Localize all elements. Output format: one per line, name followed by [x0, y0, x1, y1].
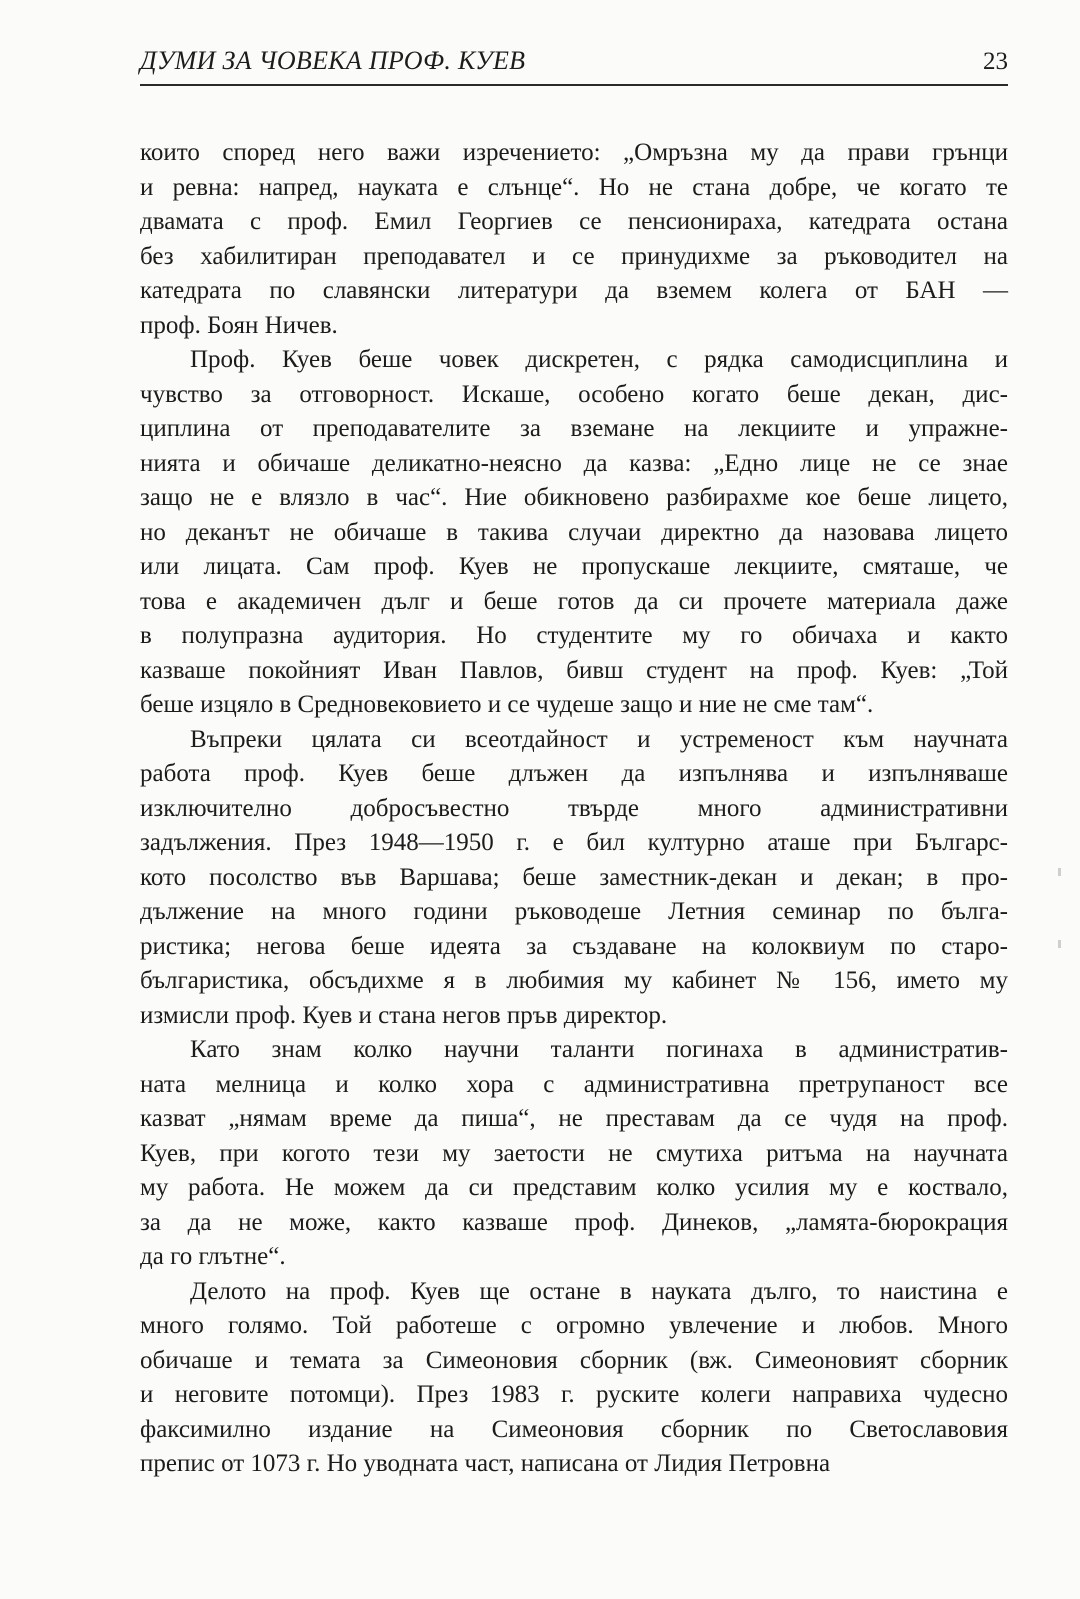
text-line: казваше покойният Иван Павлов, бивш студент на проф. Куев: „Той	[140, 656, 1008, 684]
text-line: но деканът не обичаше в такива случаи директно да назовава лицето	[140, 518, 1008, 546]
paragraph	[140, 136, 1008, 343]
text-line: това е академичен дълг и беше готов да си прочете материала даже	[140, 587, 1008, 615]
text-line: обичаше и темата за Симеоновия сборник (вж. Симеоновият сборник	[140, 1346, 1008, 1374]
text-line: задължения. През 1948—1950 г. е бил културно аташе при Българс-	[140, 829, 1008, 856]
text-line: двамата с проф. Емил Георгиев се пенсионираха, катедрата остана	[140, 208, 1008, 235]
text-line: казват „нямам време да пиша“, не преставам да се чудя на проф.	[140, 1105, 1008, 1132]
paragraph	[140, 1275, 1008, 1482]
text-line: Куев, при когото тези му заетости не смутиха ритъма на научната	[140, 1139, 1008, 1167]
text-line: които според него важи изречението: „Омръзна му да прави грънци	[140, 139, 1008, 166]
text-line: ната мелница и колко хора с административна претрупаност все	[140, 1070, 1008, 1098]
text-line: му работа. Не можем да си представим колко усилия му е коствало,	[140, 1174, 1008, 1201]
text-line: препис от 1073 г. Но уводната част, написана от Лидия Петровна	[140, 1450, 831, 1477]
text-line: и неговите потомци). През 1983 г. руските колеги направиха чудесно	[140, 1381, 1008, 1408]
text-line: защо не е влязло в час“. Ние обикновено разбирахме кое беше лицето,	[140, 484, 1008, 511]
text-line: или лицата. Сам проф. Куев не пропускаше лекциите, смяташе, че	[140, 553, 1008, 580]
text-line: без хабилитиран преподавател и се принудихме за ръководител на	[140, 242, 1008, 270]
paragraph	[140, 1033, 1008, 1275]
text-line: кото посолство във Варшава; беше заместник-декан и декан; в про-	[140, 863, 1008, 891]
text-line: циплина от преподавателите за вземане на лекциите и упражне-	[140, 415, 1008, 442]
text-line: проф. Боян Ничев.	[140, 311, 338, 339]
page-edge-mark	[1058, 868, 1061, 876]
page-number: 23	[983, 48, 1008, 75]
text-line: Делото на проф. Куев ще остане в науката дълго, то наистина е	[190, 1277, 1008, 1305]
text-line: в полупразна аудитория. Но студентите му го обичаха и както	[140, 622, 1008, 649]
text-line: измисли проф. Куев и стана негов пръв директор.	[140, 1001, 668, 1029]
text-line: чувство за отговорност. Искаше, особено когато беше декан, дис-	[140, 380, 1008, 408]
text-line: ристика; негова беше идеята за създаване на колоквиум по старо-	[140, 932, 1008, 960]
text-line: работа проф. Куев беше длъжен да изпълнява и изпълняваше	[140, 760, 1008, 787]
page-edge-mark	[1058, 940, 1061, 948]
running-head	[140, 44, 1008, 86]
paragraph	[140, 343, 1008, 723]
text-line: катедрата по славянски литератури да вземем колега от БАН —	[140, 277, 1008, 304]
text-line: дължение на много години ръководеше Летния семинар по бълга-	[140, 898, 1008, 925]
text-line: и ревна: напред, науката е слънце“. Но не стана добре, че когато те	[140, 173, 1008, 201]
body-text	[140, 136, 1008, 1482]
text-line: много голямо. Той работеше с огромно увлечение и любов. Много	[140, 1312, 1008, 1339]
text-line: нията и обичаше деликатно-неясно да казва: „Едно лице не се знае	[140, 449, 1008, 477]
text-line: за да не може, както казваше проф. Динеков, „ламята-бюрокрация	[140, 1208, 1008, 1236]
text-line: беше изцяло в Средновековието и се чудеше защо и ние не сме там“.	[140, 691, 874, 718]
text-line: Проф. Куев беше човек дискретен, с рядка самодисциплина и	[190, 346, 1008, 373]
running-title: ДУМИ ЗА ЧОВЕКА ПРОФ. КУЕВ	[140, 46, 526, 75]
paragraph	[140, 723, 1008, 1034]
text-line: изключително добросъвестно твърде много административни	[140, 794, 1008, 822]
text-line: да го глътне“.	[140, 1243, 286, 1270]
text-line: факсимилно издание на Симеоновия сборник по Светославовия	[140, 1415, 1008, 1443]
text-line: Въпреки цялата си всеотдайност и устременост към научната	[190, 725, 1008, 753]
text-line: Като знам колко научни таланти погинаха в административ-	[190, 1036, 1008, 1063]
text-line: българистика, обсъдихме я в любимия му кабинет № 156, името му	[140, 967, 1008, 994]
